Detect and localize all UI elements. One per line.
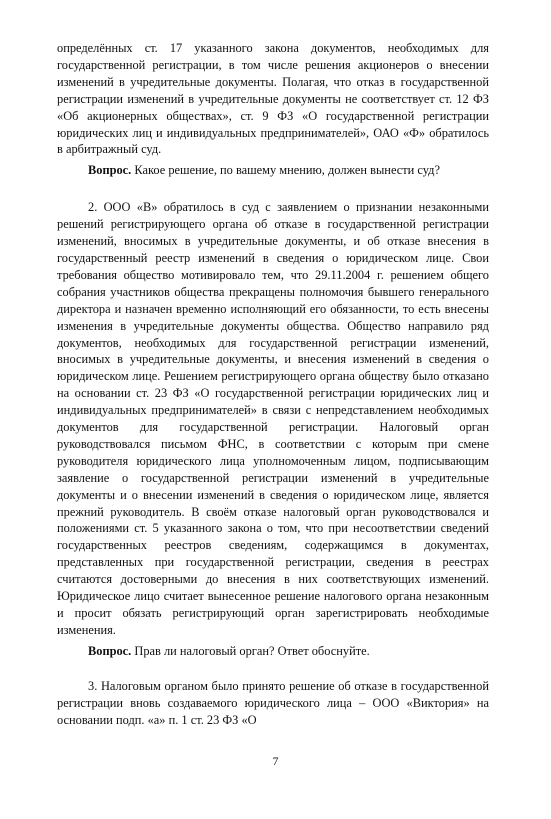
spacer [57,179,489,199]
case-2-paragraph: 2. ООО «В» обратилось в суд с заявлением о признании незаконными решений регистрирующего органа об отказе в государственной регистрации изменений, вносимых в учредительные документы, и об отказе внесения в государственный реестр изменений в сведения о юридическом лице. Свои требования общество мотивировало тем, что 29.11.2004 г. решением общего собрания участников общества прекращены полномочия бывшего генерального директора и назначен временно исполняющий его обязанности, то есть внесены изменения в учредительные документы общества. Общество направило ряд документов, необходимых для государственной регистрации изменений, вносимых в учредительные документы, и внесения изменений в сведения о юридическом лице. Решением регистрирующего органа обществу было отказано на основании ст. 23 ФЗ «О государственной регистрации юридических лиц и индивидуальных предпринимателей» в связи с непредставлением необходимых документов для государственной регистрации. Налоговый орган руководствовался письмом ФНС, в соответствии с которым при смене руководителя юридического лица уполномоченным лицом, подписывающим заявление о государственной регистрации изменений в учредительные документы и о внесении изменений в сведения о юридическом лице, является прежний руководитель. В своём отказе налоговый орган руководствовался и положениями ст. 5 указанного закона о том, что при несоответствии сведений государственных реестров сведениям, содержащимся в документах, представленных при государственной регистрации, сведения в реестрах считаются достоверными до внесения в них соответствующих изменений. Юридическое лицо считает вынесенное решение налогового органа незаконным и просит обязать регистрирующий орган зарегистрировать необходимые изменения. [57,200,489,637]
question-1-text: Какое решение, по вашему мнению, должен вынести суд? [131,163,440,178]
page-number: 7 [272,756,279,768]
case-3-paragraph: 3. Налоговым органом было принято решение об отказе в государственной регистрации вновь создаваемого юридического лица – ООО «Виктория» на основании подп. «а» п. 1 ст. 23 ФЗ «О [57,678,489,727]
question-2-label: Вопрос. [88,643,132,658]
question-2-text: Прав ли налоговый орган? Ответ обоснуйте. [131,643,370,658]
continuation-paragraph: определённых ст. 17 указанного закона документов, необходимых для государственной регистрации, в том числе решения акционеров о внесении изменений в учредительные документы. Полагая, что отказ в государственной регистрации изменений в учредительные документы не соответствует ст. 12 ФЗ «Об акционерных обществах», ст. 9 ФЗ «О государственной регистрации юридических лиц и индивидуальных предпринимателей», ОАО «Ф» обратилось в арбитражный суд. [57,41,489,157]
question-1 [57,162,489,179]
question-1-label: Вопрос. [88,163,132,178]
question-2 [57,643,489,660]
spacer [57,660,489,678]
document-page [57,40,489,728]
